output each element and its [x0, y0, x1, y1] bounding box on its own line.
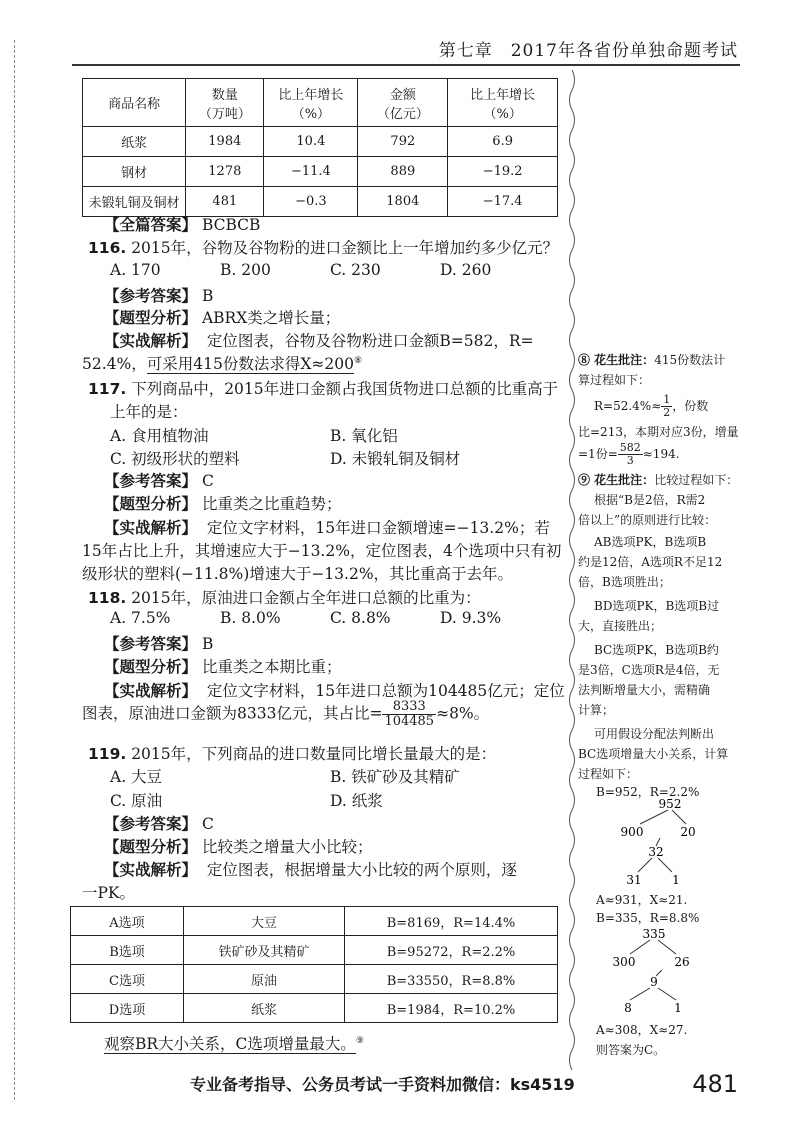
header-cell: 比上年增长 （%）	[264, 79, 358, 127]
note9: ⑨ 花生批注：比较过程如下：	[578, 473, 739, 487]
question-117: 117. 下列商品中，2015年进口金额占我国货物进口总额的比重高于	[88, 380, 559, 398]
note9-line: 法判断增量大小，需精确	[578, 683, 711, 697]
q118-analysis: 【实战解析】 定位文字材料，15年进口总额为104485亿元；定位	[104, 681, 565, 700]
split-tree-2	[600, 926, 740, 1026]
chapter-header: 第七章 2017年各省份单独命题考试	[438, 41, 738, 61]
table-row	[83, 157, 558, 187]
cell: B=95272，R=2.2%	[345, 936, 558, 965]
cell: −11.4	[264, 157, 358, 187]
calc1-head: B=952，R=2.2%	[596, 785, 700, 799]
cell: 大豆	[184, 907, 345, 936]
tree-node: 20	[680, 825, 696, 839]
cell: 纸浆	[184, 994, 345, 1023]
cell: 1804	[358, 187, 448, 217]
cell: 792	[358, 127, 448, 157]
page-number: 481	[692, 1070, 738, 1098]
final-answer: 则答案为C。	[596, 1043, 666, 1057]
cell: −17.4	[448, 187, 558, 217]
option-b: B. 铁矿砂及其精矿	[330, 768, 460, 786]
q117-analysis-cont: 15年占比上升，其增速应大于−13.2%，定位图表，4个选项中只有初	[82, 542, 562, 560]
import-table	[82, 78, 558, 217]
option-d: D. 未锻轧铜及铜材	[330, 450, 461, 468]
cell: B=8169，R=14.4%	[345, 907, 558, 936]
tree-node: 9	[650, 975, 658, 989]
q118-analysis-cont: 图表，原油进口金额为8333亿元，其占比= $\frac{8333}{104485}$ ≈8%。	[82, 699, 490, 729]
calc2-head: B=335，R=8.8%	[596, 911, 700, 925]
import-table-header-row	[83, 79, 558, 127]
table-row	[83, 187, 558, 217]
note8-line: R=52.4%≈ $\frac{1}{2}$ ，份数	[594, 393, 709, 419]
option-b: B. 氧化铝	[330, 427, 398, 445]
note9-line: BD选项PK，B选项B过	[594, 599, 720, 613]
tree-node: 26	[674, 955, 690, 969]
cell: C选项	[71, 965, 184, 994]
q119-analysis: 【实战解析】 定位图表，根据增量大小比较的两个原则，逐	[104, 860, 517, 879]
cell: −0.3	[264, 187, 358, 217]
note9-line: 倍以上”的原则进行比较：	[578, 513, 717, 527]
tree-node: 31	[626, 873, 642, 887]
cell: 铁矿砂及其精矿	[184, 936, 345, 965]
q116-type: 【题型分析】 ABRX类之增长量；	[104, 308, 341, 327]
cell: 1278	[186, 157, 264, 187]
note9-line: 大，直接胜出；	[578, 619, 663, 633]
q116-answer: 【参考答案】 B	[104, 286, 214, 305]
note9-line: AB选项PK，B选项B	[594, 535, 707, 549]
cell: B=33550，R=8.8%	[345, 965, 558, 994]
q119-answer: 【参考答案】 C	[104, 814, 214, 833]
note8-line: 算过程如下：	[578, 373, 651, 387]
option-c: C. 230	[330, 261, 381, 279]
header-cell: 金额 （亿元）	[358, 79, 448, 127]
option-a: A. 食用植物油	[110, 427, 209, 445]
conclusion: 观察BR大小关系，C选项增量最大。⑨	[104, 1035, 364, 1053]
option-a: A. 170	[110, 261, 161, 279]
calc1-result: A≈931，X≈21.	[596, 893, 688, 907]
header-rule	[72, 64, 740, 66]
q117-analysis-cont2: 级形状的塑料(−11.8%)增速大于−13.2%，其比重高于去年。	[82, 565, 514, 583]
fraction: $\frac{8333}{104485}$	[384, 699, 435, 729]
tree-node: 8	[624, 1001, 632, 1015]
cell: 481	[186, 187, 264, 217]
note9-line: 可用假设分配法判断出	[594, 727, 715, 741]
tree-node: 335	[642, 927, 666, 941]
note9-line: BC选项增量大小关系，计算	[578, 747, 729, 761]
note9-line: BC选项PK，B选项B约	[594, 643, 719, 657]
q119-type: 【题型分析】 比较类之增量大小比较；	[104, 837, 373, 856]
calc2-result: A≈308，X≈27.	[596, 1023, 688, 1037]
cell: 未锻轧铜及铜材	[83, 187, 186, 217]
option-d: D. 9.3%	[440, 609, 502, 627]
table-row	[71, 936, 558, 965]
table-row	[83, 127, 558, 157]
option-a: A. 大豆	[110, 768, 163, 786]
q118-type: 【题型分析】 比重类之本期比重；	[104, 657, 342, 676]
options-table	[70, 906, 558, 1023]
question-119: 119. 2015年，下列商品的进口数量同比增长量最大的是：	[88, 745, 497, 763]
cell: 1984	[186, 127, 264, 157]
header-cell: 比上年增长 （%）	[448, 79, 558, 127]
option-b: B. 200	[220, 261, 271, 279]
fraction: $\frac{1}{2}$	[663, 393, 671, 419]
cell: 钢材	[83, 157, 186, 187]
footer-text: 专业备考指导、公务员考试一手资料加微信：ks4519	[190, 1075, 575, 1094]
q116-analysis: 【实战解析】 定位图表，谷物及谷物粉进口金额B=582，R=	[104, 331, 534, 350]
sidebar-divider	[566, 70, 578, 1070]
option-a: A. 7.5%	[110, 609, 171, 627]
q116-analysis-cont: 52.4%，可采用415份数法求得X≈200⑧	[82, 355, 363, 373]
option-c: C. 初级形状的塑料	[110, 450, 240, 468]
note8-line: =1份= $\frac{582}{3}$ ≈194.	[578, 441, 680, 467]
question-118: 118. 2015年，原油进口金额占全年进口总额的比重为：	[88, 589, 481, 607]
tree-node: 32	[648, 845, 664, 859]
note8: ⑧ 花生批注：415份数法计	[578, 353, 726, 367]
note9-line: 倍，B选项胜出；	[578, 575, 671, 589]
note8-line: 比=213，本期对应3份，增量	[578, 425, 739, 439]
cell: 纸浆	[83, 127, 186, 157]
header-cell: 数量 （万吨）	[186, 79, 264, 127]
cell: 10.4	[264, 127, 358, 157]
note9-line: 是3倍，C选项R是4倍，无	[578, 663, 720, 677]
cell: B选项	[71, 936, 184, 965]
cell: A选项	[71, 907, 184, 936]
note9-line: 计算；	[578, 703, 615, 717]
option-c: C. 8.8%	[330, 609, 391, 627]
table-row	[71, 994, 558, 1023]
option-c: C. 原油	[110, 792, 163, 810]
q118-answer: 【参考答案】 B	[104, 634, 214, 653]
split-tree-1	[600, 796, 740, 896]
q117-type: 【题型分析】 比重类之比重趋势；	[104, 494, 342, 513]
tree-node: 900	[620, 825, 644, 839]
question-116: 116. 2015年，谷物及谷物粉的进口金额比上一年增加约多少亿元？	[88, 239, 559, 257]
q117-answer: 【参考答案】 C	[104, 471, 214, 490]
table-row	[71, 907, 558, 936]
option-d: D. 260	[440, 261, 492, 279]
cell: 6.9	[448, 127, 558, 157]
cell: B=1984，R=10.2%	[345, 994, 558, 1023]
cell: 原油	[184, 965, 345, 994]
header-cell: 商品名称	[83, 79, 186, 127]
tree-node: 952	[658, 797, 682, 811]
option-d: D. 纸浆	[330, 792, 383, 810]
q117-analysis: 【实战解析】 定位文字材料，15年进口金额增速=−13.2%；若	[104, 518, 550, 537]
cell: 889	[358, 157, 448, 187]
tree-node: 1	[672, 873, 680, 887]
q119-analysis-cont: 一PK。	[82, 884, 136, 902]
note9-line: 过程如下：	[578, 767, 639, 781]
binding-line	[14, 40, 15, 1100]
fraction: $\frac{582}{3}$	[619, 441, 641, 467]
cell: D选项	[71, 994, 184, 1023]
tree-node: 300	[612, 955, 636, 969]
table-row	[71, 965, 558, 994]
tree-node: 1	[674, 1001, 682, 1015]
full-answer: 【全篇答案】 BCBCB	[104, 215, 261, 234]
note9-line: 根据“B是2倍，R需2	[594, 493, 706, 507]
question-117-cont: 上年的是：	[110, 403, 188, 421]
option-b: B. 8.0%	[220, 609, 281, 627]
note9-line: 约是12倍，A选项R不足12	[578, 555, 723, 569]
cell: −19.2	[448, 157, 558, 187]
